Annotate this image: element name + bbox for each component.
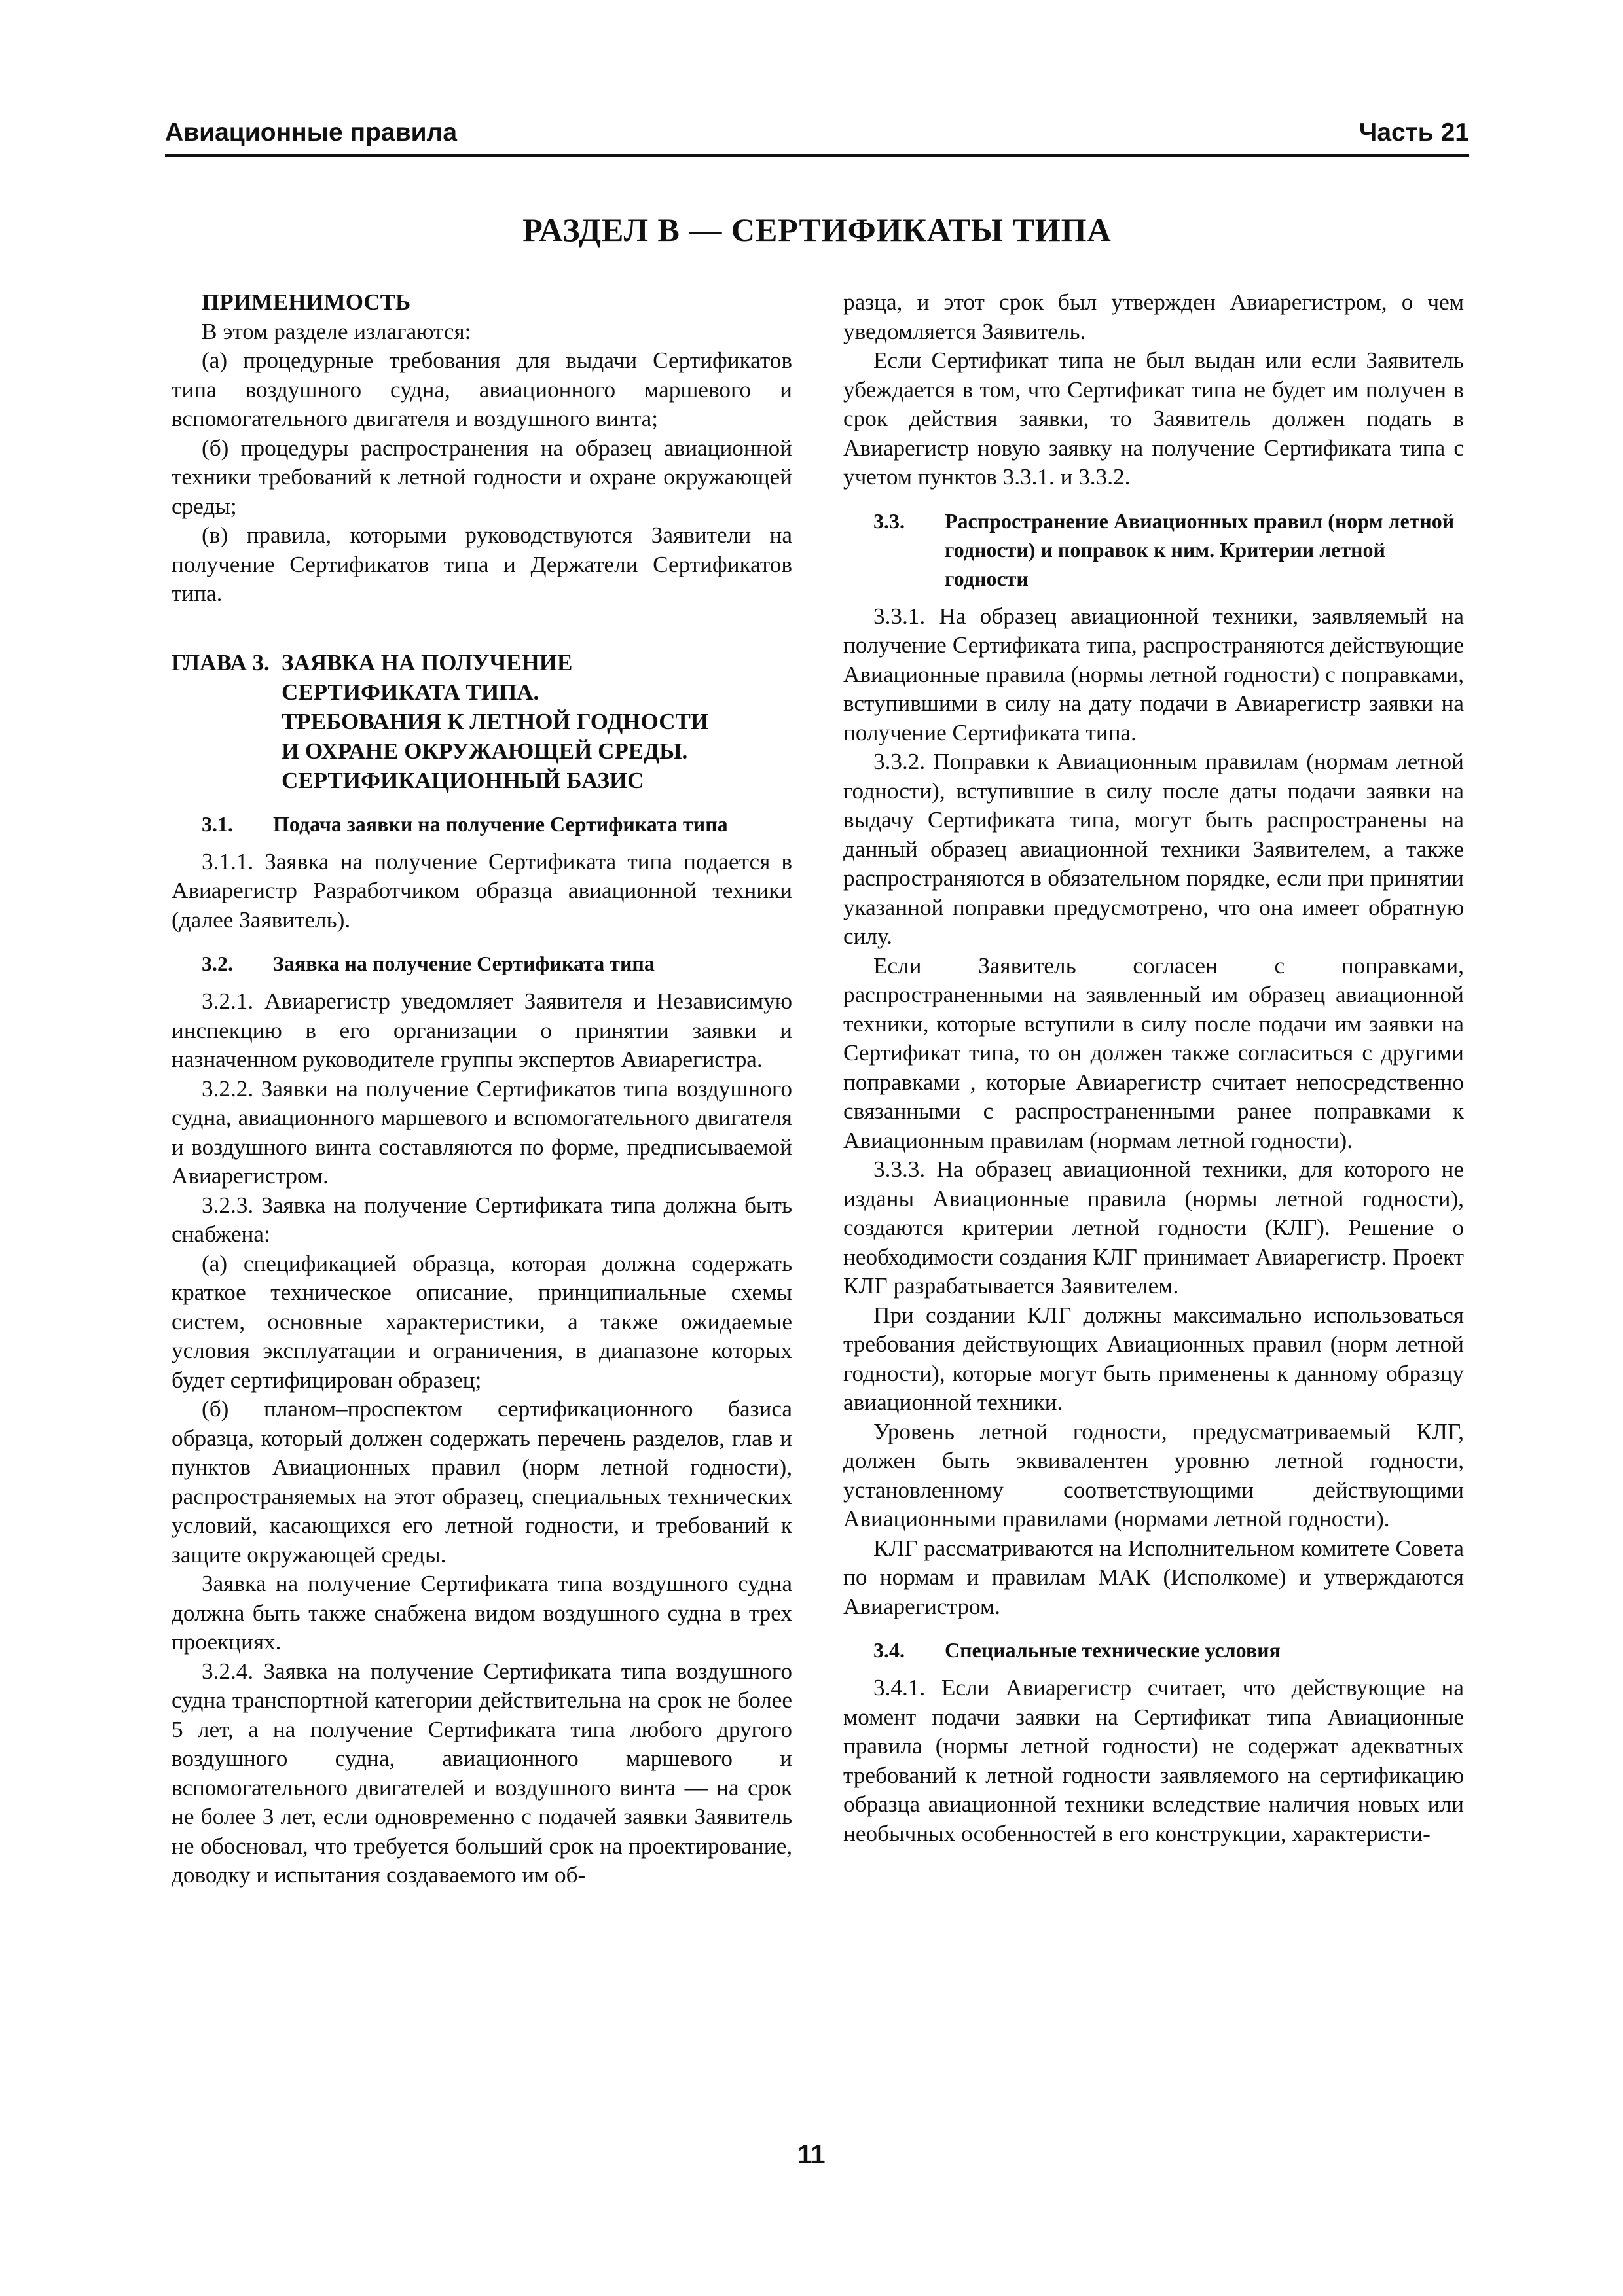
paragraph: (б) планом–проспектом сертификационного базиса образца, который должен содержать перечень разделов, глав и пунктов Авиационных правил (норм летной годности), распространяемых на этот образец, специальных технических условий, касающихся его летной годности, и требований к защите окружающей среды. <box>172 1396 792 1568</box>
left-column <box>172 288 792 1890</box>
section-title: РАЗДЕЛ В — СЕРТИФИКАТЫ ТИПА <box>522 211 1112 248</box>
subsection-number: 3.4. <box>873 1638 905 1662</box>
subsection-heading-3-3 <box>843 507 1464 593</box>
subsection-heading-3-2 <box>172 949 792 978</box>
paragraph: Если Сертификат типа не был выдан или если Заявитель убеждается в том, что Сертификат типа не будет им получен в срок действия заявки, то Заявитель должен подать в Авиарегистр новую заявку на получение Сертификата типа с учетом пунктов 3.3.1. и 3.3.2. <box>843 348 1464 490</box>
subsection-title: Подача заявки на получение Сертификата типа <box>273 812 728 836</box>
paragraph: 3.2.4. Заявка на получение Сертификата типа воздушного судна транспортной категории действительна на срок не более 5 лет, а на получение Сертификата типа любого другого воздушного судна, авиационного маршевого и вспомогательного двигателей и воздушного винта — на срок не более 3 лет, если одновременно с подачей заявки Заявитель не обосновал, что требуется больший срок на проектирование, доводку и испытания создаваемого им об- <box>172 1658 792 1888</box>
paragraph: В этом разделе излагаются: <box>202 318 471 344</box>
paragraph: 3.1.1. Заявка на получение Сертификата типа подается в Авиарегистр Разработчиком образца авиационной техники (далее Заявитель). <box>172 848 792 933</box>
applicability-heading: ПРИМЕНИМОСТЬ <box>202 289 411 315</box>
chapter-title-line: СЕРТИФИКАЦИОННЫЙ БАЗИС <box>282 767 644 793</box>
paragraph: 3.3.3. На образец авиационной техники, для которого не изданы Авиационные правила (нормы летной годности), создаются критерии летной годности (КЛГ). Решение о необходимости создания КЛГ принимает Авиарегистр. Проект КЛГ разрабатывается Заявителем. <box>843 1157 1464 1299</box>
paragraph: (а) процедурные требования для выдачи Сертификатов типа воздушного судна, авиационного маршевого и вспомогательного двигателя и воздушного винта; <box>172 348 792 431</box>
subsection-title: Специальные технические условия <box>945 1638 1281 1662</box>
paragraph: Если Заявитель согласен с поправками, распространенными на заявленный им образец авиационной техники, которые вступили в силу после подачи им заявки на Сертификат типа, то он должен также согласиться с другими поправками , которые Авиарегистр считает непосредственно связанными с распространенными ранее поправками к Авиационным правилам (нормам летной годности). <box>843 952 1464 1153</box>
header-part-number: Часть 21 <box>1359 118 1469 147</box>
paragraph: 3.2.1. Авиарегистр уведомляет Заявителя и Независимую инспекцию в его организации о принятии заявки и назначенном руководителе группы экспертов Авиарегистра. <box>172 988 792 1072</box>
paragraph: разца, и этот срок был утвержден Авиарегистром, о чем уведомляется Заявитель. <box>843 289 1464 344</box>
chapter-title-line: ТРЕБОВАНИЯ К ЛЕТНОЙ ГОДНОСТИ <box>282 708 709 734</box>
subsection-heading-3-4 <box>843 1636 1464 1664</box>
paragraph: 3.3.1. На образец авиационной техники, заявляемый на получение Сертификата типа, распространяются действующие Авиационные правила (нормы летной годности) с поправками, вступившими в силу на дату подачи в Авиарегистр заявки на получение Сертификата типа. <box>843 603 1464 745</box>
subsection-title: Заявка на получение Сертификата типа <box>273 952 655 975</box>
subsection-number: 3.3. <box>873 509 905 533</box>
chapter-title-line: ЗАЯВКА НА ПОЛУЧЕНИЕ <box>282 649 573 675</box>
paragraph: (б) процедуры распространения на образец авиационной техники требований к летной годности и охране окружающей среды; <box>172 435 792 519</box>
chapter-title-line: СЕРТИФИКАТА ТИПА. <box>282 679 539 705</box>
subsection-number: 3.2. <box>202 952 233 975</box>
chapter-number: ГЛАВА 3. <box>172 649 270 675</box>
paragraph: КЛГ рассматриваются на Исполнительном комитете Совета по нормам и правилам МАК (Исполкоме) и утверждаются Авиарегистром. <box>843 1535 1464 1619</box>
subsection-title: Распространение Авиационных правил (норм летной годности) и поправок к ним. Критерии летной годности <box>945 509 1455 590</box>
paragraph: 3.2.3. Заявка на получение Сертификата типа должна быть снабжена: <box>172 1192 792 1247</box>
header-document-title: Авиационные правила <box>165 118 458 147</box>
right-column <box>843 288 1464 1848</box>
subsection-heading-3-1 <box>172 810 792 838</box>
paragraph: (а) спецификацией образца, которая должна содержать краткое техническое описание, принципиальные схемы систем, основные характеристики, а также ожидаемые условия эксплуатации и ограничения, в диапазоне которых будет сертифицирован образец; <box>172 1250 792 1393</box>
paragraph: Заявка на получение Сертификата типа воздушного судна должна быть также снабжена видом воздушного судна в трех проекциях. <box>172 1571 792 1655</box>
subsection-number: 3.1. <box>202 812 233 836</box>
chapter-heading <box>172 648 792 795</box>
paragraph: 3.3.2. Поправки к Авиационным правилам (нормам летной годности), вступившие в силу после даты подачи заявки на выдачу Сертификата типа, могут быть распространены на данный образец авиационной техники Заявителем, а также распространяются в обязательном порядке, если при принятии указанной поправки предусмотрено, что она имеет обратную силу. <box>843 749 1464 949</box>
paragraph: (в) правила, которыми руководствуются Заявители на получение Сертификатов типа и Держатели Сертификатов типа. <box>172 522 792 606</box>
running-header <box>165 108 1469 157</box>
page-number: 11 <box>797 2140 826 2169</box>
chapter-title-line: И ОХРАНЕ ОКРУЖАЮЩЕЙ СРЕДЫ. <box>282 738 688 764</box>
paragraph: 3.2.2. Заявки на получение Сертификатов типа воздушного судна, авиационного маршевого и вспомогательного двигателя и воздушного винта составляются по форме, предписываемой Авиарегистром. <box>172 1075 792 1189</box>
paragraph: При создании КЛГ должны максимально использоваться требования действующих Авиационных правил (норм летной годности), которые могут быть применены к данному образцу авиационной техники. <box>843 1302 1464 1415</box>
paragraph: 3.4.1. Если Авиарегистр считает, что действующие на момент подачи заявки на Сертификат типа Авиационные правила (нормы летной годности) не содержат адекватных требований к летной годности заявляемого на сертификацию образца авиационной техники вследствие наличия новых или необычных особенностей в его конструкции, характеристи- <box>843 1675 1464 1846</box>
paragraph: Уровень летной годности, предусматриваемый КЛГ, должен быть эквивалентен уровню летной годности, установленному соответствующими действующими Авиационными правилами (нормами летной годности). <box>843 1418 1464 1532</box>
